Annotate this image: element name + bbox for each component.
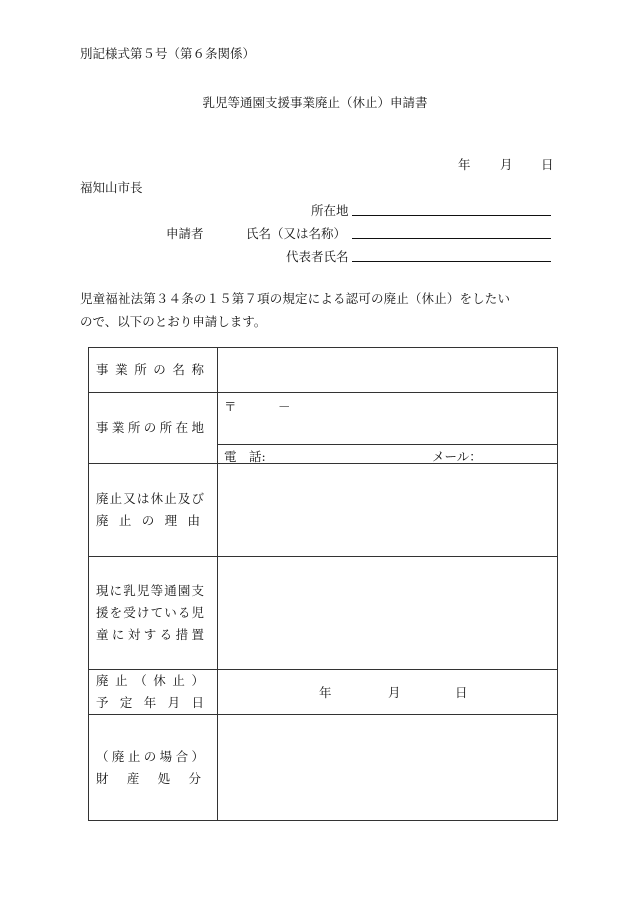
applicant-label: 申請者 (166, 226, 204, 241)
measures-field[interactable] (218, 557, 558, 670)
form-title: 乳児等通園支援事業廃止（休止）申請書 (202, 95, 428, 110)
planned-day-label: 日 (455, 685, 468, 700)
measures-label-line2: 援を受けている児 (96, 605, 204, 620)
body-text-line2: ので、以下のとおり申請します。 (80, 314, 267, 329)
applicant-address-field[interactable] (352, 214, 551, 216)
postal-mark: 〒 (224, 399, 237, 414)
representative-name-label: 代表者氏名 (286, 249, 349, 264)
date-day-label: 日 (541, 157, 554, 172)
representative-name-field[interactable] (352, 260, 551, 262)
office-address-field[interactable] (218, 393, 558, 445)
planned-year-label: 年 (319, 685, 332, 700)
reason-field[interactable] (218, 464, 558, 557)
applicant-name-label: 氏名（又は名称） (246, 226, 347, 241)
contact-row (218, 445, 558, 464)
measures-label-line3: 童に対する措置 (96, 627, 204, 642)
property-label-line2: 財産処分 (96, 770, 201, 786)
planned-date-label-line1: 廃止（休止） (96, 673, 204, 688)
measures-label-line1: 現に乳児等通園支 (96, 583, 204, 598)
applicant-name-field[interactable] (352, 237, 551, 239)
applicant-address-label: 所在地 (311, 203, 349, 218)
phone-label: 電 話: (224, 449, 266, 464)
office-name-field[interactable] (218, 348, 558, 393)
addressee: 福知山市長 (80, 180, 143, 195)
reason-label-cell (89, 464, 218, 557)
date-year-label: 年 (458, 157, 471, 172)
property-label-cell (89, 715, 218, 821)
reason-label-line2: 廃止の理由 (96, 513, 200, 528)
planned-date-label-line2: 予定年月日 (96, 695, 204, 710)
property-field[interactable] (218, 715, 558, 821)
form-number: 別記様式第５号（第６条関係） (80, 46, 256, 61)
reason-label-line1: 廃止又は休止及び (96, 491, 204, 506)
application-table (88, 347, 558, 821)
email-label: メール： (432, 449, 482, 464)
property-label-line1: （廃止の場合） (96, 748, 204, 764)
measures-label-cell (89, 557, 218, 670)
planned-month-label: 月 (388, 685, 401, 700)
date-month-label: 月 (500, 157, 513, 172)
body-text-line1: 児童福祉法第３４条の１５第７項の規定による認可の廃止（休止）をしたい (80, 291, 511, 306)
office-address-label: 事業所の所在地 (96, 420, 204, 435)
planned-date-field[interactable] (218, 670, 558, 715)
office-name-label-cell (89, 348, 218, 393)
postal-dash: － (278, 399, 291, 414)
office-address-label-cell (89, 393, 218, 464)
planned-date-label-cell (89, 670, 218, 715)
office-name-label: 事業所の名称 (96, 362, 204, 377)
